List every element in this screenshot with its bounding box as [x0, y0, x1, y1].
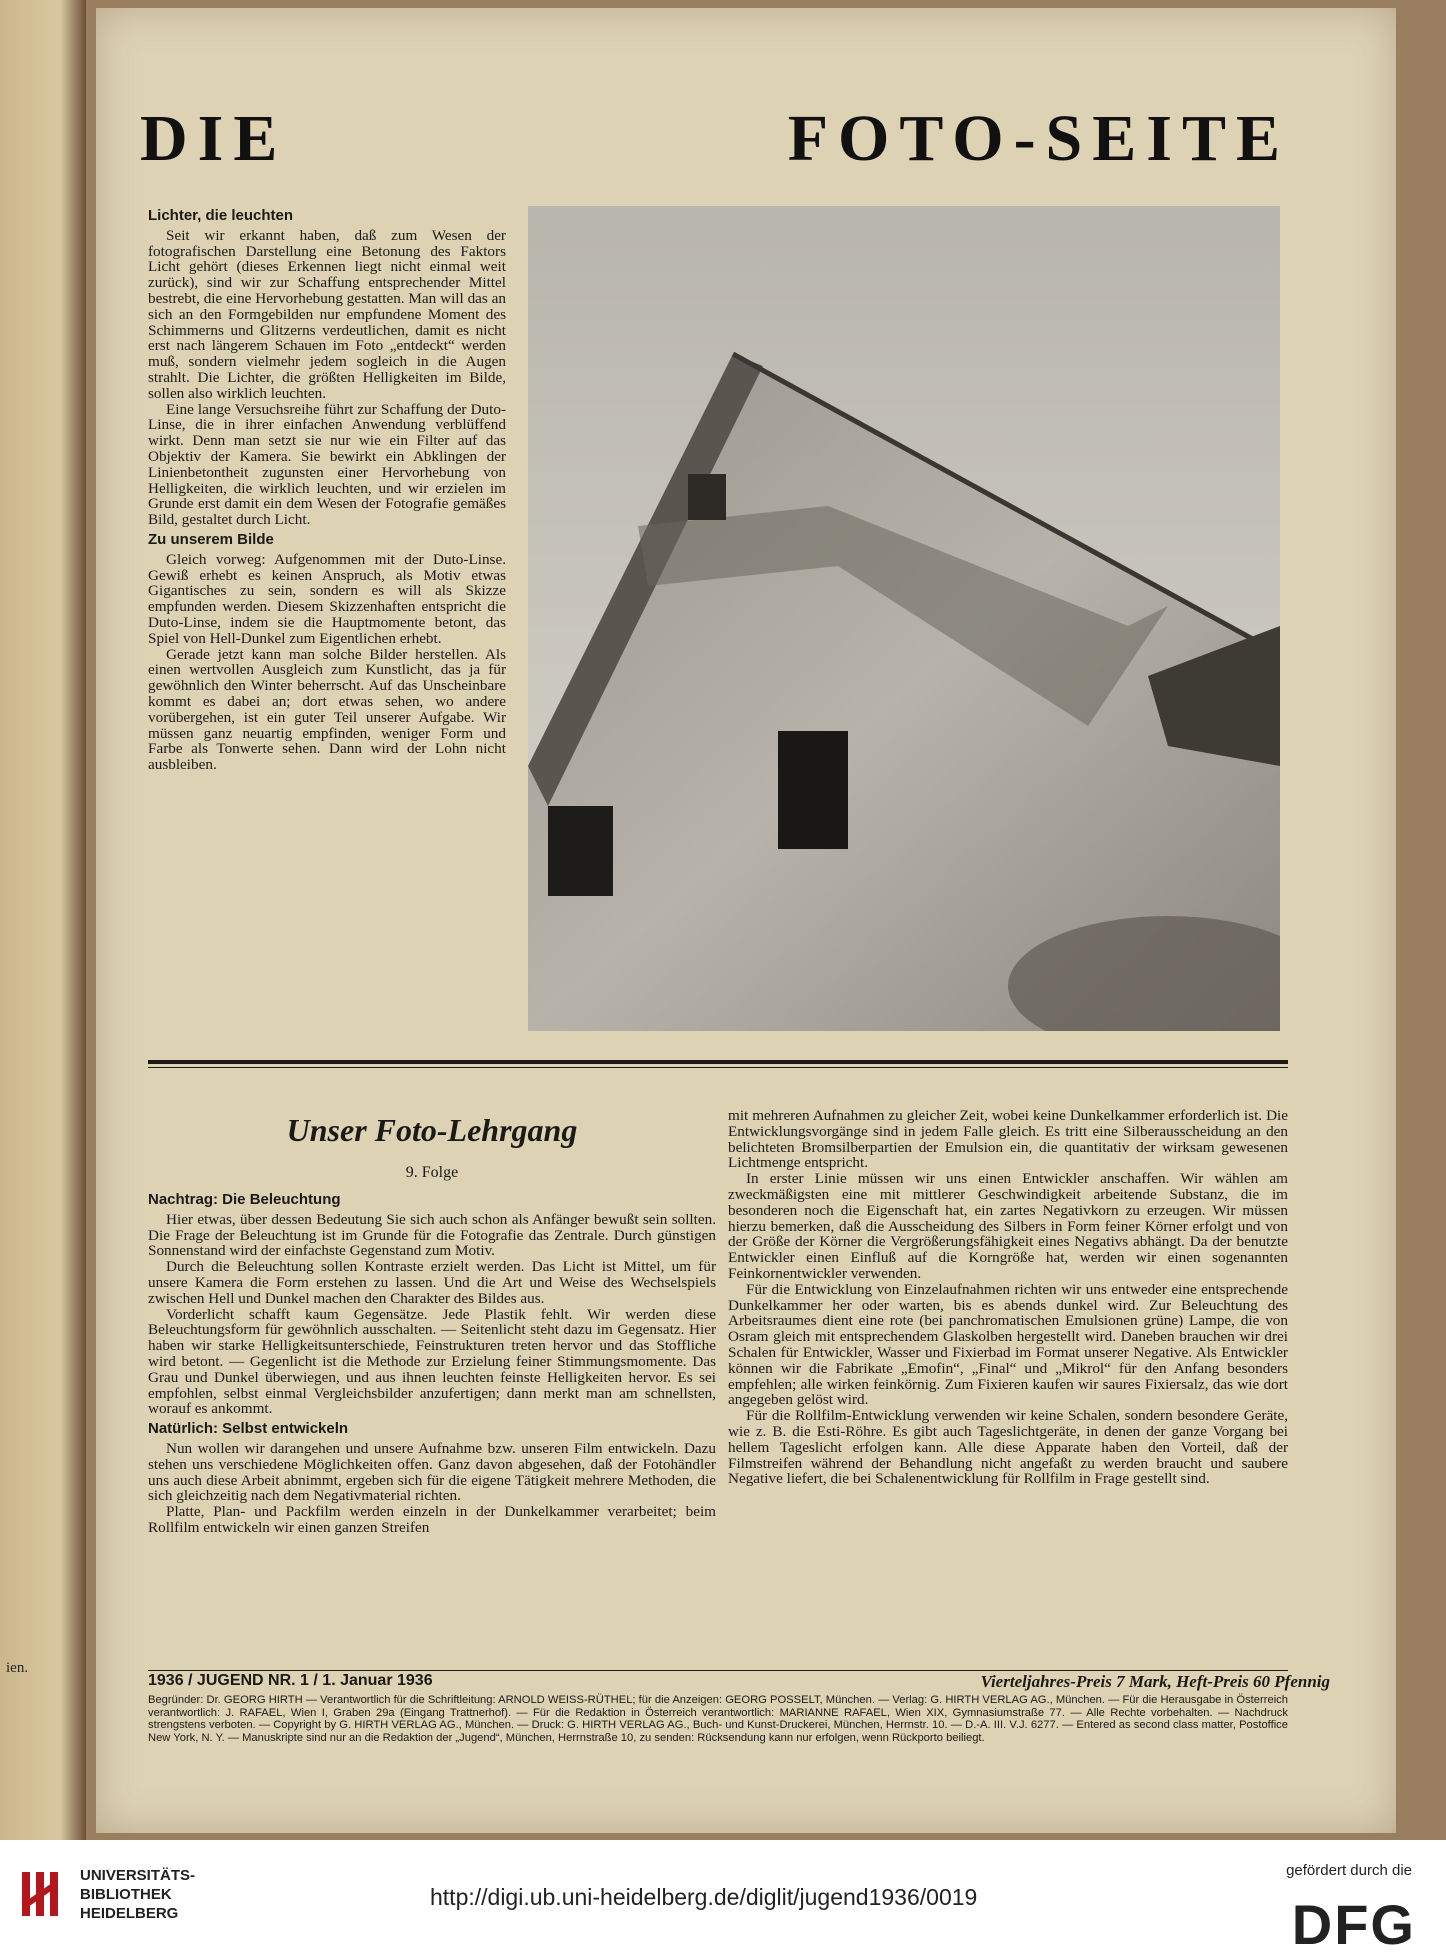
funding-label: gefördert durch die — [1286, 1862, 1412, 1879]
permalink-url[interactable]: http://digi.ub.uni-heidelberg.de/diglit/jugend1936/0019 — [430, 1884, 978, 1910]
library-name-line: HEIDELBERG — [80, 1905, 179, 1922]
photo-illustration — [528, 206, 1280, 1031]
issue-info: 1936 / JUGEND NR. 1 / 1. Januar 1936 — [148, 1672, 433, 1689]
course-paragraph: Hier etwas, über dessen Bedeutung Sie sich auch schon als Anfänger bewußt sein sollten. Die Frage der Beleuchtung ist im Grunde für die Fotografie das Zentrale. Durch günstigen Sonnenstand wird der einfachste Gegenstand zum Motiv. — [148, 1210, 716, 1260]
price-info: Vierteljahres-Preis 7 Mark, Heft-Preis 60 Pfennig — [980, 1672, 1330, 1691]
course-heading: Nachtrag: Die Beleuchtung — [148, 1191, 341, 1208]
course-paragraph: In erster Linie müssen wir uns einen Entwickler anschaffen. Wir wählen am zweckmäßigsten eine mit mittlerer Geschwindigkeit arbeitende Substanz, die im besonderen noch die Eigenschaft hat, ein zartes Negativkorn zu erzeugen. Wir müssen hierzu bemerken, daß die Ausscheidung des Silbers in Form feiner Körner erfolgt und von der Größe der Körner die Vergrößerungsfähigkeit eines Negativs abhängt. Da der benutzte Entwickler einen Einfluß auf die Korngröße hat, werden wir einen sogenannten Feinkornentwickler verwenden. — [728, 1170, 1288, 1282]
course-paragraph: Durch die Beleuchtung sollen Kontraste erzielt werden. Das Licht ist Mittel, um für unsere Kamera die Form erstehen zu lassen. Und die Art und Weise des Wechselspiels zwischen Hell und Dunkel machen den Charakter des Bildes aus. — [148, 1258, 716, 1307]
course-title: Unser Foto-Lehrgang — [286, 1112, 578, 1148]
course-paragraph: Für die Rollfilm-Entwicklung verwenden wir keine Schalen, sondern besondere Geräte, wie z. B. die Esti-Röhre. Es gibt auch Tageslichtgeräte, in denen der ganze Vorgang bei hellem Tageslicht erfolgen kann. Alle diese Apparate haben den Vorteil, daß der Filmstreifen während der Behandlung nicht angefaßt zu werden braucht und saubere Negative liefert, die bei Schalenentwicklung für Rollfilm in Frage gestellt sind. — [728, 1407, 1288, 1488]
article-heading: Lichter, die leuchten — [148, 207, 294, 224]
imprint-text: Begründer: Dr. GEORG HIRTH — Verantwortlich für die Schriftleitung: ARNOLD WEISS-RÜTHEL; für die Anzeigen: GEORG POSSELT, München. — Verlag: G. HIRTH VERLAG AG., München. — Für die Herausgabe in Österreich verantwortlich: J. RAFAEL, Wien I, Graben 29a (Eingang Trattnerhof). — Für die Redaktion in Österreich verantwortlich: MARIANNE RAFAEL, Wien XIX, Gymnasiumstraße 77. — Alle Rechte vorbehalten. — Nachdruck strengstens verboten. — Copyright by G. HIRTH VERLAG AG., München. — Druck: G. HIRTH VERLAG AG., Buch- und Kunst-Druckerei, München, Herrnstr. 10. — D.-A. III. V.J. 6277. — Entered as second class matter, Postoffice New York, N. Y. — Manuskripte sind nur an die Redaktion der „Jugend“, München, Herrnstraße 10, zu senden: Rücksendung kann nur erfolgen, wenn Rückporto beiliegt. — [148, 1694, 1288, 1744]
masthead-title: DIE FOTO-SEITE — [140, 102, 1290, 175]
course-paragraph: Platte, Plan- und Packfilm werden einzeln in der Dunkelkammer verarbeitet; beim Rollfilm entwickeln wir einen ganzen Streifen — [148, 1503, 716, 1536]
course-paragraph: Nun wollen wir darangehen und unsere Aufnahme bzw. unseren Film entwickeln. Dazu stehen uns verschiedene Möglichkeiten offen. Ganz davon abgesehen, daß der Fotohändler uns auch diese Arbeit abnimmt, ergeben sich für die eigene Tätigkeit mehrere Methoden, die sich gleichzeitig nach dem Negativmaterial richten. — [148, 1439, 716, 1505]
footer-rule — [148, 1670, 1288, 1671]
house-gable-photo — [528, 206, 1280, 1031]
course-heading: Natürlich: Selbst entwickeln — [148, 1420, 349, 1438]
library-name-line: UNIVERSITÄTS- — [80, 1867, 196, 1884]
left-page-fragment: ien. — [6, 1660, 29, 1676]
course-paragraph: mit mehreren Aufnahmen zu gleicher Zeit, wobei keine Dunkelkammer erforderlich ist. Die Entwicklungsvorgänge sind in jedem Falle gleich. Es tritt eine Silberausscheidung an den belichteten Bromsilberpartien der Emulsion ein, die quantitativ der wirksam gewesenen Lichtmenge entspricht. — [728, 1107, 1288, 1172]
left-page-edge — [0, 0, 86, 1840]
course-paragraph: Für die Entwicklung von Einzelaufnahmen richten wir uns entweder eine entsprechende Dunkelkammer her oder warten, bis es abends dunkel wird. Zur Beleuchtung des Arbeitsraumes dient eine rote (bei panchromatischen Emulsionen grüne) Lampe, die von Osram gleich mit entsprechendem Glaskolben hergestellt wird. Daneben brauchen wir drei Schalen für Entwickler, Wasser und Fixierbad im Format unserer Negative. Als Entwickler können wir die Fabrikate „Emofin“, „Final“ und „Mikrol“ für den Anfang besonders empfehlen; alle wirken feinkörnig. Zum Fixieren kaufen wir saures Fixiersalz, das wie dort angegeben gelöst wird. — [728, 1280, 1288, 1409]
article-lichter — [148, 204, 506, 773]
section-divider — [148, 1060, 1288, 1064]
article-paragraph: Gleich vorweg: Aufgenommen mit der Duto-Linse. Gewiß erhebt es keinen Anspruch, als Motiv etwas Gigantisches zu sein, sondern es will als Skizze empfunden werden. Diesem Skizzenhaften entspricht die Duto-Linse, indem sie die Hauptmomente betont, das Spiel von Hell-Dunkel zum Eigentlichen erhebt. — [148, 550, 506, 647]
university-library-logo-icon — [18, 1864, 70, 1924]
article-paragraph: Gerade jetzt kann man solche Bilder herstellen. Als einen wertvollen Ausgleich zum Kunstlicht, das ja für gewöhnlich den Winter beherrscht. Auf das Unscheinbare kommt es dabei an; dort etwas sehen, wo andere vorübergehen, ist ein guter Teil unserer Aufgabe. Wir müssen ganz neuartig empfinden, weniger Form und Farbe als Tonwerte sehen. Dann wird der Lohn nicht ausbleiben. — [148, 645, 506, 774]
course-paragraph: Vorderlicht schafft kaum Gegensätze. Jede Plastik fehlt. Wir werden diese Beleuchtungsform für gewöhnlich ausschalten. — Seitenlicht steht dazu im Gegensatz. Hier haben wir starke Helligkeitsunterschiede, Feinstrukturen treten hervor und das Stoffliche wird betont. — Gegenlicht ist die Methode zur Erzielung feiner Stimmungsmomente. Das Grau und Dunkel überwiegen, und aus ihnen leuchten feinste Helligkeiten hervor. Es sei empfohlen, selbst einmal Vergleichsbilder anzufertigen; dann merkt man am schnellsten, worauf es ankommt. — [148, 1305, 716, 1418]
course-right-column — [728, 1108, 1288, 1487]
article-heading: Zu unserem Bilde — [148, 530, 274, 548]
library-name-line: BIBLIOTHEK — [80, 1886, 172, 1903]
university-library-name — [80, 1866, 195, 1923]
course-left-column — [148, 1188, 716, 1536]
section-divider-thin — [148, 1067, 1288, 1068]
article-paragraph: Seit wir erkannt haben, daß zum Wesen der fotografischen Darstellung eine Betonung des Faktors Licht gehört (dieses Erkennen liegt nicht einmal weit zurück), sind wir zur Schaffung entsprechender Mittel bestrebt, die eine Hervorhebung gestatten. Man will das an sich an den Formgebilden nur empfundene Moment des Schimmerns und Glitzerns verdeutlichen, damit es nicht erst nach längerem Schauen im Foto „entdeckt“ werden muß, sondern vielmehr jedem sogleich in die Augen strahlt. Die Lichter, die größten Helligkeiten im Bilde, sollen also wirklich leuchten. — [148, 226, 506, 402]
dfg-logo: DFG — [1291, 1893, 1416, 1956]
article-paragraph: Eine lange Versuchsreihe führt zur Schaffung der Duto-Linse, die in ihrer einfachen Anwendung verblüffend wirkt. Denn man setzt sie nur wie ein Filter auf das Objektiv der Kamera. Sie bewirkt ein Abklingen der Linienbetontheit zugunsten einer Hervorhebung von Helligkeiten, die wirklich leuchten, und wir erzielen im Grunde erst damit ein dem Wesen der Fotografie gemäßes Bild, gestaltet durch Licht. — [148, 400, 506, 529]
magazine-page — [96, 8, 1396, 1833]
viewer-footer-bar — [0, 1840, 1446, 1960]
course-episode: 9. Folge — [405, 1164, 459, 1181]
